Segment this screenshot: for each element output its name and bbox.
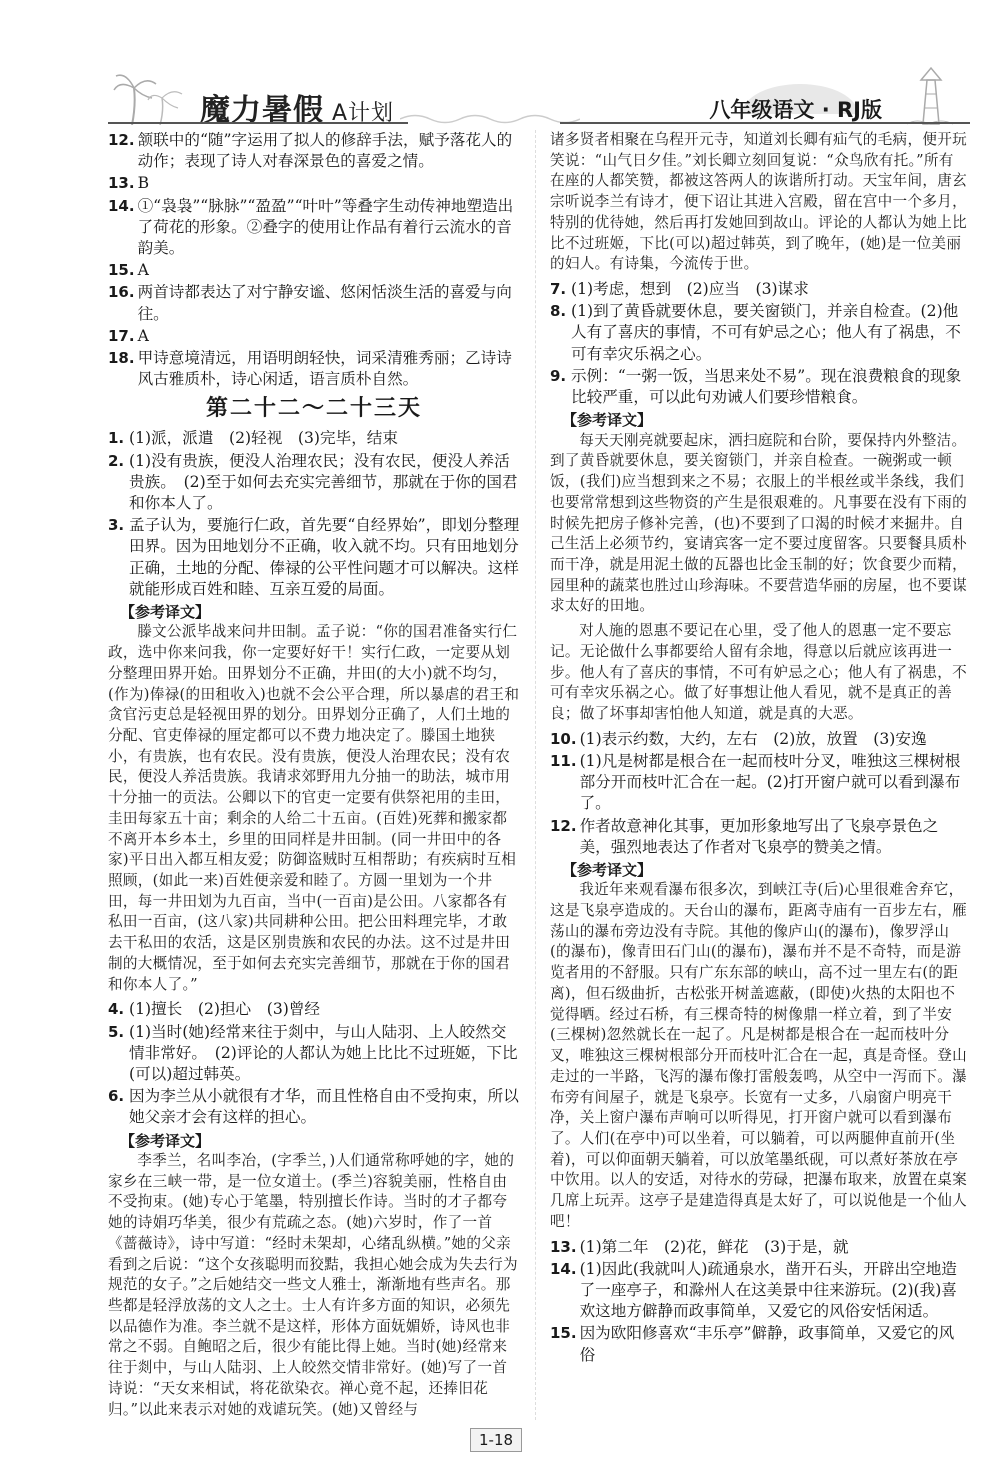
answer-number: 1. <box>108 429 125 448</box>
right-column <box>550 130 968 1367</box>
answer-list-4 <box>550 279 968 408</box>
answer-number: 16. <box>108 283 135 302</box>
answer-item <box>108 1022 520 1086</box>
answer-list-6 <box>550 1237 968 1366</box>
reference-title: 【参考译文】 <box>562 860 653 879</box>
translation-text: 滕文公派毕战来问井田制。孟子说：“你的国君准备实行仁政，选中你来问我，你一定要好好干！实行仁政，一定要从划分整理田界开始。田界划分不正确，井田(的大小)就不均匀，(作为)俸禄(的田租收入)也就不会公平合理，所以暴虐的君王和贪官污吏总是轻视田界的划分。田界划分正确了，人们土地的分配、官吏俸禄的厘定都可以不费力地决定了。滕国土地狭小，有贵族，也有农民。没有贵族，便没人治理农民；没有农民，便没人养活贵族。我请求郊野用九分抽一的助法，城市用十分抽一的贡法。公卿以下的官吏一定要有供祭祀用的圭田，圭田每家五十亩；剩余的人给二十五亩。(百姓)死葬和搬家都不离开本乡本土，乡里的田同样是井田制。(同一井田中的各家)平日出入都互相友爱；防御盗贼时互相帮助；有疾病时互相照顾，(如此一来)百姓便亲爱和睦了。方圆一里划为一个井田，每一井田划为九百亩，当中(一百亩)是公田。八家都各有私田一百亩，(这八家)共同耕种公田。把公田料理完毕，才敢去干私田的农活，这是区别贵族和农民的办法。这不过是井田制的大概情况，至于如何去充实完善细节，那就在于你的国君和你本人了。” <box>108 623 520 993</box>
answer-text: 两首诗都表达了对宁静安谧、悠闲恬淡生活的喜爱与向往。 <box>137 283 512 323</box>
answer-number: 18. <box>108 349 135 368</box>
translation-text: 李季兰，名叫李冶，(字季兰，)人们通常称呼她的字，她的家乡在三峡一带，是一位女道士。(季兰)容貌美丽，性格自由不受拘束。(她)专心于笔墨，特别擅长作诗。当时的才子都夸她的诗娟巧华美，很少有荒疏之态。(她)六岁时，作了一首《蔷薇诗》，诗中写道：“经时未架却，心绪乱纵横。”她的父亲看到之后说：“这个女孩聪明而狡黠，我担心她会成为失去行为规范的女子。”之后她结交一些文人雅士，渐渐地有些声名。那些都是轻浮放荡的文人之士。士人有许多方面的知识，必须先以品德作为准。李兰就不是这样，形体方面妩媚娇，诗风也非常之不弱。自鲍昭之后，很少有能比得上她。当时(她)经常来往于剡中，与山人陆羽、上人皎然交情非常好。(她)写了一首诗说：“天女来相试，将花欲染衣。禅心竟不起，还捧旧花归。”以此来表示对她的戏谑玩笑。(她)又曾经与 <box>108 1151 518 1418</box>
answer-item <box>108 348 520 390</box>
answer-number: 14. <box>550 1259 577 1278</box>
answer-text: (1)到了黄昏就要休息，要关窗锁门，并亲自检查。(2)他人有了喜庆的事情，不可有妒忌之心；他人有了祸患，不可有幸灾乐祸之心。 <box>571 302 961 363</box>
reference-title: 【参考译文】 <box>120 602 211 621</box>
answer-text: (1)考虑，想到 (2)应当 (3)谋求 <box>571 280 809 299</box>
answer-number: 9. <box>550 366 567 385</box>
answer-text: 颔联中的“随”字运用了拟人的修辞手法，赋予落花人的动作；表现了诗人对春深景色的喜爱之情。 <box>137 131 513 171</box>
header-rule-right <box>560 122 970 124</box>
reference-title: 【参考译文】 <box>562 411 653 430</box>
answer-text: (1)因此(我就叫人)疏通泉水，凿开石头，开辟出空地造了一座亭子，和滁州人在这美景中往来游玩。(2)(我)喜欢这地方僻静而政事简单，又爱它的风俗安恬闲适。 <box>579 1259 957 1321</box>
answer-item <box>550 729 968 750</box>
answer-text: (1)凡是树都是根合在一起而枝叶分叉，唯独这三棵树根部分开而枝叶汇合在一起。(2)打开窗户就可以看到瀑布了。 <box>579 751 961 813</box>
translation-text: 诸多贤者相聚在乌程开元寺，知道刘长卿有疝气的毛病，便开玩笑说：“山气日夕佳。”刘长卿立刻回复说：“众鸟欣有托。”所有在座的人都笑赞，都被这答两人的诙谐所打动。天宝年间，唐玄宗听说李兰有诗才，便下诏让其进入宫殿，留在宫中一个多月，特别的优待她，然后再打发她回到故山。评论的人都认为她上比比不过班姬，下比(可以)超过韩英，到了晚年，(她)是一位美丽的妇人。有诗集，今流传于世。 <box>550 131 968 273</box>
lighthouse-icon <box>905 60 955 126</box>
answer-item <box>108 130 520 172</box>
answer-number: 14. <box>108 196 135 215</box>
answer-item <box>550 1259 968 1323</box>
grade-label: 八年级语文 · RJ版 <box>709 98 882 122</box>
page-number: 1-18 <box>470 1428 522 1452</box>
answer-item <box>108 260 520 281</box>
translation-text: 对人施的恩惠不要记在心里，受了他人的恩惠一定不要忘记。无论做什么事都要给人留有余地，得意以后就应该再进一步。他人有了喜庆的事情，不可有妒忌之心；他人有了祸患，不可有幸灾乐祸之心。做了好事想让他人看见，就不是真正的善良；做了坏事却害怕他人知道，就是真的大恶。 <box>550 622 968 722</box>
answer-number: 15. <box>550 1324 577 1343</box>
answer-item <box>550 751 968 815</box>
answer-text: A <box>137 326 149 345</box>
translation-text: 每天天刚亮就要起床，洒扫庭院和台阶，要保持内外整洁。到了黄昏就要休息，要关窗锁门，并亲自检查。一碗粥或一顿饭，(我们)应当想到来之不易；衣服上的半根丝或半条线，我们也要常常想到这些物资的产生是很艰难的。凡事要在没有下雨的时候先把房子修补完善，(也)不要到了口渴的时候才来掘井。自己生活上必须节约，宴请宾客一定不要过度留客。只要餐具质朴而干净，就是用泥土做的瓦器也比金玉制的好；饮食要少而精，园里种的蔬菜也胜过山珍海味。不要营造华丽的房屋，也不要谋求太好的田地。 <box>550 431 968 615</box>
answer-item <box>108 515 520 600</box>
answer-item <box>108 326 520 347</box>
day-title: 第二十二～二十三天 <box>205 396 422 422</box>
wave-decoration-icon <box>400 112 580 126</box>
answer-number: 17. <box>108 326 135 345</box>
answer-text: 因为李兰从小就很有才华，而且性格自由不受拘束，所以她父亲才会有这样的担心。 <box>129 1087 519 1127</box>
palm-tree-icon <box>112 70 187 125</box>
left-column <box>108 130 520 1424</box>
answer-number: 2. <box>108 451 125 470</box>
answer-list-3 <box>108 999 520 1128</box>
answer-text: A <box>137 261 149 280</box>
answer-text: (1)没有贵族，便没人治理农民；没有农民，便没人养活贵族。 (2)至于如何去充实完善细节，那就在于你的国君和你本人了。 <box>129 451 518 512</box>
answer-number: 13. <box>108 174 135 193</box>
answer-text: (1)表示约数，大约，左右 (2)放，放置 (3)安逸 <box>579 729 927 748</box>
answer-item <box>108 1086 520 1128</box>
answer-number: 12. <box>550 816 577 835</box>
answer-item <box>550 1323 968 1365</box>
column-divider <box>535 130 536 1420</box>
answer-item <box>550 279 968 300</box>
answer-text: (1)擅长 (2)担心 (3)曾经 <box>129 1000 321 1019</box>
answer-text: 示例：“一粥一饭，当思来处不易”。现在浪费粮食的现象比较严重，可以此句劝诫人们要珍惜粮食。 <box>571 366 962 407</box>
brand-name: 魔力暑假 <box>200 93 324 128</box>
brand-sub: A计划 <box>332 101 395 126</box>
answer-text: ①“袅袅”“脉脉”“盈盈”“叶叶”等叠字生动传神地塑造出了荷花的形象。②叠字的使用让作品有着行云流水的音韵美。 <box>137 196 514 258</box>
answer-list-5 <box>550 729 968 858</box>
answer-list-2 <box>108 428 520 600</box>
answer-text: B <box>137 174 150 193</box>
answer-item <box>108 428 520 449</box>
answer-number: 5. <box>108 1022 125 1041</box>
answer-text: 作者故意神化其事，更加形象地写出了飞泉亭景色之美，强烈地表达了作者对飞泉亭的赞美之情。 <box>579 816 939 856</box>
answer-number: 15. <box>108 261 135 280</box>
answer-number: 6. <box>108 1087 125 1106</box>
answer-item <box>550 366 968 408</box>
answer-number: 4. <box>108 1000 125 1019</box>
answer-text: 因为欧阳修喜欢“丰乐亭”僻静，政事简单，又爱它的风俗 <box>579 1324 955 1364</box>
answer-number: 11. <box>550 751 577 770</box>
answer-item <box>550 816 968 858</box>
header-rule-left <box>108 122 408 124</box>
answer-number: 7. <box>550 280 567 299</box>
answer-item <box>108 196 520 260</box>
answer-item <box>108 451 520 515</box>
answer-number: 8. <box>550 302 567 321</box>
answer-list-1 <box>108 130 520 390</box>
translation-text: 我近年来观看瀑布很多次，到峡江寺(后)心里很难舍弃它，这是飞泉亭造成的。天台山的瀑布，距离寺庙有一百步左右，雁荡山的瀑布旁边没有寺院。其他的像庐山(的瀑布)，像罗浮山(的瀑布)，像青田石门山(的瀑布)，瀑布并不是不奇特，而是游览者用的不舒服。只有广东东部的峡山，高不过一里左右(的距离)，但石级曲折，古松张开树盖遮蔽，(即使)火热的太阳也不觉得晒。经过石桥，有三棵奇特的树像鼎一样立着，到了半安(三棵树)忽然就长在一起了。凡是树都是根合在一起而枝叶分叉，唯独这三棵树根部分开而枝叶汇合在一起，真是奇怪。登山走过的一半路，飞泻的瀑布像打雷般轰鸣，从空中一泻而下。瀑布旁有间屋子，就是飞泉亭。长宽有一丈多，八扇窗户明亮干净，关上窗户瀑布声响可以听得见，打开窗户就可以看到瀑布了。人们(在亭中)可以坐着，可以躺着，可以两腿伸直前开(坐着)，可以仰面朝天躺着，可以放笔墨纸砚，可以煮好茶放在亭中饮用。以人的安适，对待水的劳碌，把瀑布取来，放置在桌案几席上玩弄。这亭子是建造得真是太好了，可以说他是一个仙人吧！ <box>550 881 968 1230</box>
answer-item <box>550 301 968 365</box>
answer-item <box>550 1237 968 1258</box>
answer-item <box>108 173 520 194</box>
answer-text: (1)当时(她)经常来往于剡中，与山人陆羽、上人皎然交情非常好。 (2)评论的人都认为她上比比不过班姬，下比(可以)超过韩英。 <box>129 1022 518 1083</box>
answer-item <box>108 999 520 1020</box>
answer-number: 10. <box>550 729 577 748</box>
answer-text: 孟子认为，要施行仁政，首先要“自经界始”，即划分整理田界。因为田地划分不正确，收入就不均。只有田地划分正确，土地的分配、俸禄的公平性问题才可以解决。这样就能形成百姓和睦、互亲互爱的局面。 <box>129 516 520 598</box>
answer-number: 13. <box>550 1237 577 1256</box>
answer-text: (1)第二年 (2)花，鲜花 (3)于是，就 <box>579 1237 849 1256</box>
answer-number: 12. <box>108 131 135 149</box>
answer-number: 3. <box>108 516 125 535</box>
answer-text: (1)派，派遣 (2)轻视 (3)完毕，结束 <box>129 429 398 448</box>
answer-item <box>108 282 520 324</box>
page-header <box>0 0 1000 135</box>
answer-text: 甲诗意境清远，用语明朗轻快，词采清雅秀丽；乙诗诗风古雅质朴，诗心闲适，语言质朴自然。 <box>137 349 512 389</box>
reference-title: 【参考译文】 <box>120 1131 211 1150</box>
